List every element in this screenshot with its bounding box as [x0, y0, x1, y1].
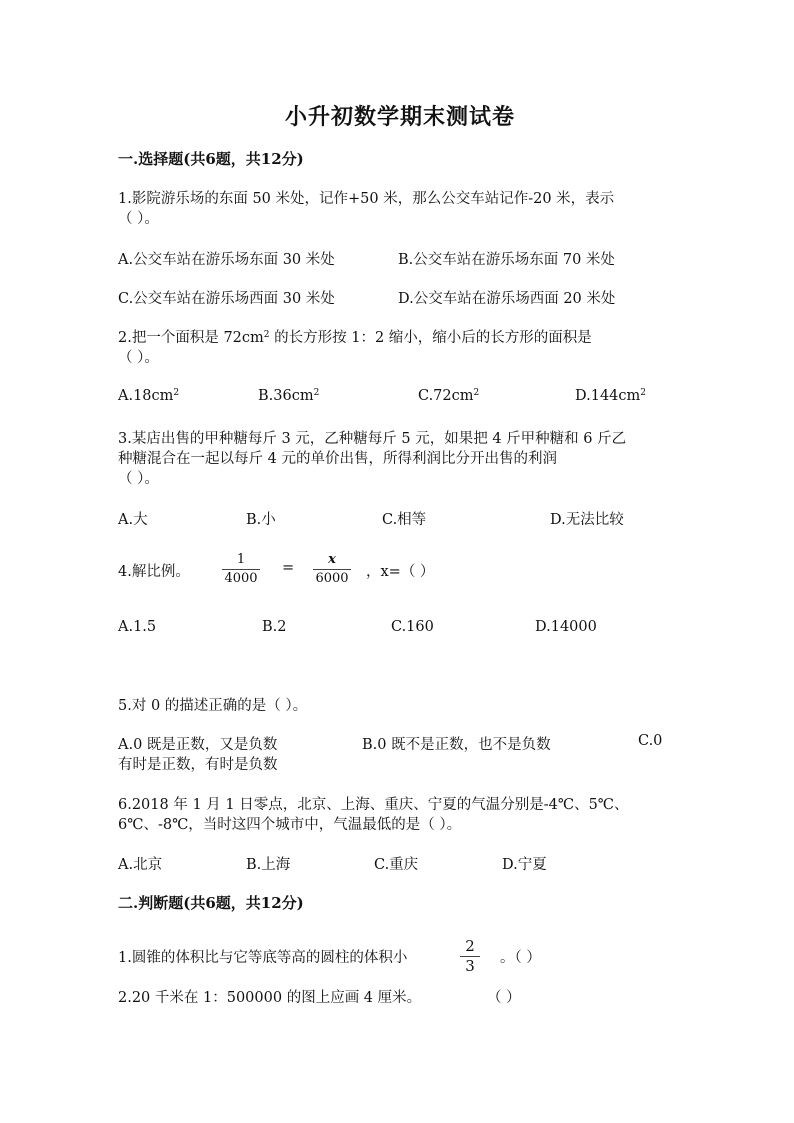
q2-stem-pre: 2.把一个面积是 72cm [118, 330, 264, 346]
q3-option-c: C.相等 [382, 512, 427, 528]
q2-stem-line1 [118, 326, 592, 347]
q2-option-a: $A.18cm^2$ [118, 388, 180, 404]
q6-option-a: A.北京 [118, 857, 163, 873]
q3-option-d: D.无法比较 [550, 512, 624, 528]
judge-q1-stem: 1.圆锥的体积比与它等底等高的圆柱的体积小 [118, 950, 408, 966]
q4-option-a: A.1.5 [118, 619, 157, 635]
judge-q1-suffix: 。（ ） [500, 950, 541, 966]
q5-option-b: B.0 既不是正数，也不是负数 [362, 737, 551, 753]
q3-stem-line2: 种糖混合在一起以每斤 4 元的单价出售，所得利润比分开出售的利润 [118, 451, 557, 467]
q4-prefix: 4.解比例。 [118, 564, 190, 580]
q1-option-c: C.公交车站在游乐场西面 30 米处 [118, 291, 335, 307]
fraction-bar [222, 569, 260, 570]
judge-q1-frac-denominator: 3 [465, 957, 475, 975]
q5-option-a: A.0 既是正数，又是负数 [118, 737, 278, 753]
q2-stem-sup: 2 [263, 330, 270, 340]
q2-option-c: $C.72cm^2$ [418, 388, 480, 404]
q4-equals: = [282, 560, 295, 576]
q4-option-c: C.160 [391, 619, 434, 635]
q3-stem-line1: 3.某店出售的甲种糖每斤 3 元，乙种糖每斤 5 元，如果把 4 斤甲种糖和 6 斤乙 [118, 431, 627, 447]
page-title: 小升初数学期末测试卷 [285, 104, 516, 130]
q3-option-b: B.小 [246, 512, 276, 528]
q1-option-d: D.公交车站在游乐场西面 20 米处 [398, 291, 616, 307]
q6-stem-line2: 6℃、-8℃，当时这四个城市中，气温最低的是（ ）。 [118, 817, 462, 833]
fraction-bar [313, 569, 351, 570]
judge-q1-frac-numerator: 2 [465, 937, 475, 955]
q5-stem: 5.对 0 的描述正确的是（ ）。 [118, 698, 308, 714]
q4-frac2-numerator: x [328, 552, 336, 567]
q4-frac1-denominator: 4000 [224, 571, 258, 586]
q3-option-a: A.大 [118, 512, 148, 528]
q4-frac2-denominator: 6000 [315, 571, 349, 586]
q2-stem-post: 的长方形按 1：2 缩小，缩小后的长方形的面积是 [269, 330, 592, 346]
q1-option-a: A.公交车站在游乐场东面 30 米处 [118, 252, 335, 268]
q2-option-b: $B.36cm^2$ [258, 388, 320, 404]
q1-stem-line2: （ ）。 [118, 211, 159, 227]
q1-option-b: B.公交车站在游乐场东面 70 米处 [398, 252, 615, 268]
section-heading-judge: 二.判断题(共6题，共12分) [118, 894, 304, 912]
q4-option-b: B.2 [262, 619, 287, 635]
q6-stem-line1: 6.2018 年 1 月 1 日零点，北京、上海、重庆、宁夏的气温分别是-4℃、5℃、 [118, 797, 629, 813]
q6-option-c: C.重庆 [374, 857, 419, 873]
judge-q1-fraction [460, 938, 480, 975]
q3-stem-line3: （ ）。 [118, 471, 159, 487]
judge-q2-answer-paren: （ ） [487, 990, 521, 1006]
q2-option-d: $D.144cm^2$ [575, 388, 646, 404]
q2-stem-line2: （ ）。 [118, 350, 159, 366]
q4-fraction-1 [222, 552, 260, 587]
q4-frac1-numerator: 1 [236, 552, 246, 567]
q6-option-d: D.宁夏 [502, 857, 547, 873]
q5-option-c: C.0 [638, 733, 663, 749]
q6-option-b: B.上海 [246, 857, 291, 873]
q1-stem-line1: 1.影院游乐场的东面 50 米处，记作+50 米，那么公交车站记作-20 米，表示 [118, 191, 615, 207]
q4-suffix: ，x=（ ） [366, 564, 435, 580]
judge-q2-stem: 2.20 千米在 1：500000 的图上应画 4 厘米。 [118, 990, 422, 1006]
q4-option-d: D.14000 [535, 619, 597, 635]
section-heading-choice: 一.选择题(共6题，共12分) [118, 150, 304, 168]
q4-fraction-2 [313, 552, 351, 587]
q5-option-c-continued: 有时是正数，有时是负数 [118, 757, 278, 773]
